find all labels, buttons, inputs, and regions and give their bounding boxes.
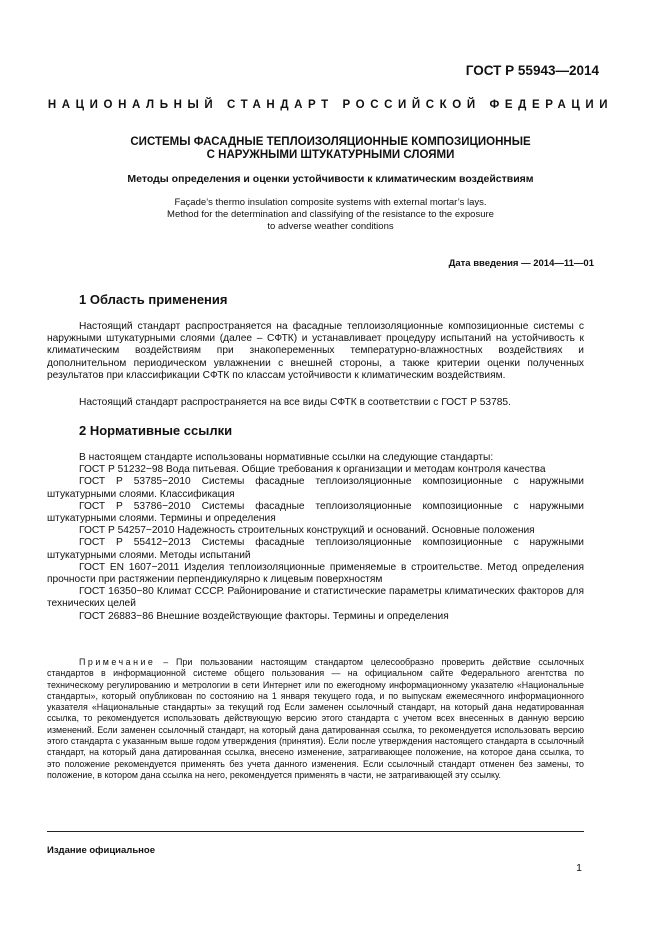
reference-item: ГОСТ 16350−80 Климат СССР. Районирование и статистические параметры климатических факторов для технических целей [47,586,584,610]
note-block [47,657,584,781]
note-text: – При пользовании настоящим стандартом целесообразно проверить действие ссылочных стандартов в информационной системе общего пользования — на официальном сайте Федерального агентства по техническому регулированию и метрологии в сети Интернет или по ежегодному информационному указателю «Национальные стандарты», который опубликован по состоянию на 1 января текущего года, и по выпускам ежемесячного информационного указателя «Национальные стандарты» за текущий год Если заменен ссылочный стандарт, на который дана недатированная ссылка, то рекомендуется использовать действующую версию этого стандарта с учетом всех внесенных в данную версию изменений. Если заменен ссылочный стандарт, на который дана датированная ссылка, то рекомендуется использовать версию этого стандарта с указанным выше годом утверждения (принятия). Если после утверждения настоящего стандарта в ссылочный стандарт, на который дана датированная ссылка, внесено изменение, затрагивающее положение, на которое дана ссылка, то это положение рекомендуется применять без учета данного изменения. Если ссылочный стандарт отменен без замены, то положение, в котором дана ссылка на него, рекомендуется применять в части, не затрагивающей эту ссылку. [47,657,584,780]
introduction-date: Дата введения — 2014—11—01 [448,258,594,269]
reference-item: ГОСТ Р 53785−2010 Системы фасадные теплоизоляционные композиционные с наружными штукатурными слоями. Классификация [47,476,584,500]
section-1-paragraph-1: Настоящий стандарт распространяется на фасадные теплоизоляционные композиционные системы с наружными штукатурными слоями (далее – СФТК) и устанавливает процедуру испытаний на устойчивость к климатическим воздействиям при знакопеременных температурно-влажностных воздействиях и дополнительном периодическом увлажнении с внешней стороны, а также критерии оценки полученных результатов при классификации СФТК по классам устойчивости к климатическим воздействиям. [47,321,584,381]
english-title-line-3: to adverse weather conditions [267,221,394,232]
official-edition-label: Издание официальное [47,845,155,856]
reference-item: ГОСТ Р 54257−2010 Надежность строительных конструкций и оснований. Основные положения [79,525,535,537]
reference-item: ГОСТ 26883−86 Внешние воздействующие факторы. Термины и определения [79,610,449,622]
english-title [0,197,661,233]
references-list [47,452,584,623]
reference-item: ГОСТ Р 55412−2013 Системы фасадные теплоизоляционные композиционные с наружными штукатурными слоями. Методы испытаний [47,537,584,561]
title-line-1: СИСТЕМЫ ФАСАДНЫЕ ТЕПЛОИЗОЛЯЦИОННЫЕ КОМПОЗИЦИОННЫЕ [130,136,531,148]
reference-item: ГОСТ Р 53786−2010 Системы фасадные теплоизоляционные композиционные с наружными штукатурными слоями. Термины и определения [47,500,584,525]
reference-item: ГОСТ Р 51232−98 Вода питьевая. Общие требования к организации и методам контроля качества [79,464,546,476]
page-number: 1 [576,862,582,874]
note-label: Примечание [79,657,156,667]
section-1-heading: 1 Область применения [79,292,228,307]
english-title-line-1: Façade’s thermo insulation composite systems with external mortar’s lays. [174,197,487,208]
references-intro: В настоящем стандарте использованы нормативные ссылки на следующие стандарты: [79,452,494,463]
section-2-heading: 2 Нормативные ссылки [79,423,233,438]
document-title [0,136,661,162]
document-code: ГОСТ Р 55943—2014 [465,63,599,78]
footer-divider [47,831,584,832]
reference-item: ГОСТ EN 1607−2011 Изделия теплоизоляционные применяемые в строительстве. Метод определения прочности при растяжении перпендикулярно к лицевым поверхностям [47,561,584,586]
title-line-2: С НАРУЖНЫМИ ШТУКАТУРНЫМИ СЛОЯМИ [206,149,455,161]
section-1-paragraph-2: Настоящий стандарт распространяется на все виды СФТК в соответствии с ГОСТ Р 53785. [79,397,511,408]
english-title-line-2: Method for the determination and classifying of the resistance to the exposure [167,209,494,220]
document-subtitle: Методы определения и оценки устойчивости к климатическим воздействиям [127,173,534,185]
standard-banner: НАЦИОНАЛЬНЫЙ СТАНДАРТ РОССИЙСКОЙ ФЕДЕРАЦИИ [47,99,614,111]
